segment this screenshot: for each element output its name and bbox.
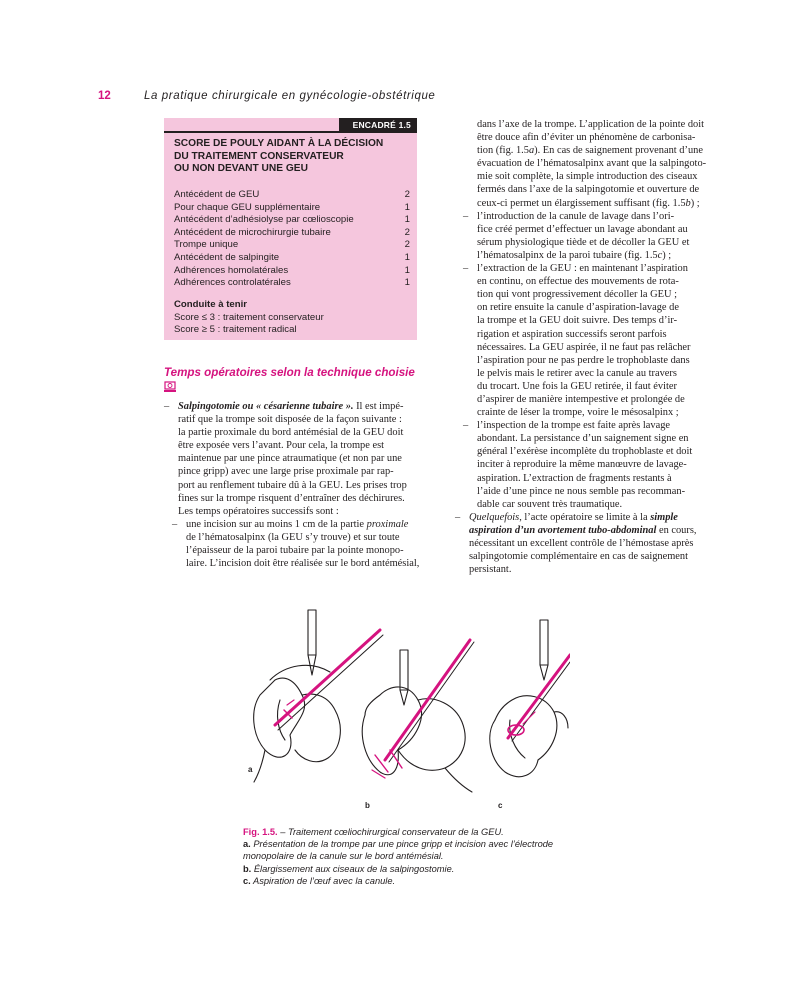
encadre-tag: ENCADRÉ 1.5 [339,118,417,132]
text-line: salpingotomie complémentaire en cas de saignement [469,551,688,563]
text-line: d’aspirer de manière intempestive et prolongée de [477,393,685,405]
encadre-title [174,138,412,176]
score-value: 1 [404,277,410,289]
surgical-illustration [240,600,570,815]
encadre-box [164,118,417,340]
text-line: – Quelquefois, l’acte opératoire se limite à la simple [455,511,678,523]
score-row [174,277,410,290]
score-value: 2 [404,226,410,238]
text-line: abondant. La persistance d’un saignement signe en [477,433,689,445]
text-line: port au renflement tubaire dû à la GEU. Les prises trop [178,479,407,491]
text-line: l’aspiration pour ne pas perdre le trophoblaste dans [477,354,690,366]
panel-a-drawing [254,610,383,782]
text-line: ceux-ci permet un élargissement suffisant (fig. 1.5b) ; [477,197,700,209]
text-line: Les temps opératoires successifs sont : [178,505,339,517]
text-line: du trocart. Une fois la GEU retirée, il faut éviter [477,380,677,392]
score-label: Adhérences controlatérales [174,277,291,289]
text-line: l’aide d’une pince ne nous semble pas recomman- [477,485,686,497]
caption-item: monopolaire de la canule sur le bord antémésial. [243,851,444,862]
panel-label-c: c [498,801,503,810]
right-column-text [455,118,709,576]
panel-label-b: b [365,801,370,810]
encadre-title-line: SCORE DE POULY AIDANT À LA DÉCISION [174,138,384,149]
score-value: 2 [404,189,410,200]
score-label: Antécédent de GEU [174,189,260,200]
conduite-line: Score ≥ 5 : traitement radical [174,324,297,336]
text-line: rigation et aspiration successifs seront parfois [477,328,667,340]
score-label: Antécédent d’adhésiolyse par cœlioscopie [174,214,354,226]
caption-title-line: Fig. 1.5. – Traitement cœliochirurgical conservateur de la GEU. [243,827,504,837]
text-line: – l’introduction de la canule de lavage dans l’ori- [463,210,675,222]
encadre-title-line: OU NON DEVANT UNE GEU [174,163,308,175]
text-line: la partie proximale du bord antémésial de la GEU doit [178,427,404,439]
text-line: évacuation de l’hématosalpinx avant que la salpingoto- [477,158,707,170]
score-list [174,189,410,290]
figure-caption [243,826,623,887]
score-label: Trompe unique [174,239,239,251]
text-line: persistant. [469,564,512,576]
text-line: pince gripp) avec une large prise proximale par rap- [178,466,394,478]
text-line: fines sur la trompe risquent d’entraîner des déchirures. [178,492,405,504]
score-label: Antécédent de microchirurgie tubaire [174,226,331,238]
text-line: nécessitant un excellent contrôle de l’hémostase après [469,538,694,549]
text-line: dans l’axe de la trompe. L’application de la pointe doit [477,119,704,130]
text-line: la trompe et la GEU doit suivre. Des temps d’ir- [477,315,678,327]
score-row [174,265,410,278]
text-line: de l’hématosalpinx (la GEU s’y trouve) et sur toute [186,531,400,543]
score-value: 1 [404,251,410,263]
text-line: ratif que la trompe soit disposée de la façon suivante : [178,414,402,426]
text-line: être exposée vers l’avant. Pour cela, la trompe est [178,440,384,452]
encadre-title-line: DU TRAITEMENT CONSERVATEUR [174,150,344,162]
text-line: sérum physiologique tiède et de décoller la GEU et [477,236,690,248]
text-line: inciter à reproduire la même manœuvre de lavage- [477,459,687,471]
text-line: mie soit complète, la simple introduction des ciseaux [477,171,698,183]
text-line: maintenue par une pince atraumatique (et non par une [178,453,402,465]
left-column-text [164,400,418,570]
text-line: nécessaires. La GEU aspirée, il ne faut pas relâcher [477,341,691,353]
caption-label: Fig. 1.5. [243,827,278,837]
text-line: fice créé permet d’effectuer un lavage abondant au [477,223,688,235]
score-value: 1 [404,201,410,213]
text-line: aspiration d’un avortement tubo-abdominal en cours, [469,524,697,536]
running-header [98,90,738,106]
page-number: 12 [98,90,111,102]
score-value: 1 [404,264,410,276]
score-row [174,252,410,265]
caption-item: a. Présentation de la trompe par une pince gripp et incision avec l’électrode [243,839,554,850]
conduite-title: Conduite à tenir [174,299,248,310]
panel-b-drawing [362,640,474,792]
text-line: – une incision sur au moins 1 cm de la partie proximale [172,518,409,530]
text-line: être douce afin d’éviter un phénomène de carbonisa- [477,132,696,144]
text-line: – l’inspection de la trompe est faite après lavage [463,420,671,432]
text-line: fermés dans l’axe de la salpingotomie et ouverture de [477,184,700,196]
text-line: laire. L’incision doit être réalisée sur le bord antémésial, [186,558,420,570]
conduite-block [174,299,410,337]
score-row [174,189,410,202]
text-line: en continu, on effectue des mouvements de rota- [477,276,679,288]
text-line: – l’extraction de la GEU : en maintenant l’aspiration [463,263,688,275]
caption-item: c. Aspiration de l’œuf avec la canule. [243,875,396,886]
text-line: aspiration. L’extraction de fragments restants à [477,472,672,484]
score-row [174,214,410,227]
text-line: dable car souvent très traumatique. [477,498,623,510]
score-row [174,239,410,252]
text-line: le pelvis mais le retirer avec la canule au travers [477,367,677,379]
panel-c-drawing [490,620,570,777]
conduite-line: Score ≤ 3 : traitement conservateur [174,311,324,323]
score-row [174,227,410,240]
text-line: l’épaisseur de la paroi tubaire par la pointe monopo- [186,545,404,557]
text-line: tion qui vont progressivement décoller la GEU ; [477,289,677,301]
score-label: Adhérences homolatérales [174,264,289,276]
caption-item: b. Élargissement aux ciseaux de la salpingostomie. [243,863,455,874]
text-line: l’hématosalpinx de la paroi tubaire (fig. 1.5c) ; [477,249,672,261]
text-line: crainte de léser la trompe, voire le mésosalpinx ; [477,407,679,419]
text-line: on retire ensuite la canule d’aspiration-lavage de [477,302,679,314]
score-value: 1 [404,214,410,226]
running-head: La pratique chirurgicale en gynécologie-obstétrique [144,90,436,102]
panel-label-a: a [248,765,253,774]
text-line: – Salpingotomie ou « césarienne tubaire ». Il est impé- [164,401,404,412]
text-line: général l’exérèse incomplète du trophoblaste et doit [477,446,693,458]
text-line: tion (fig. 1.5a). En cas de saignement provenant d’une [477,145,703,157]
section-heading: Temps opératoires selon la technique choisie [164,366,415,379]
score-row [174,202,410,215]
score-label: Antécédent de salpingite [174,251,280,263]
inline-bold-italic: Salpingotomie ou « césarienne tubaire ». [178,401,354,412]
score-value: 2 [404,239,410,251]
web-resource-icon[interactable] [164,381,176,393]
score-label: Pour chaque GEU supplémentaire [174,201,321,213]
